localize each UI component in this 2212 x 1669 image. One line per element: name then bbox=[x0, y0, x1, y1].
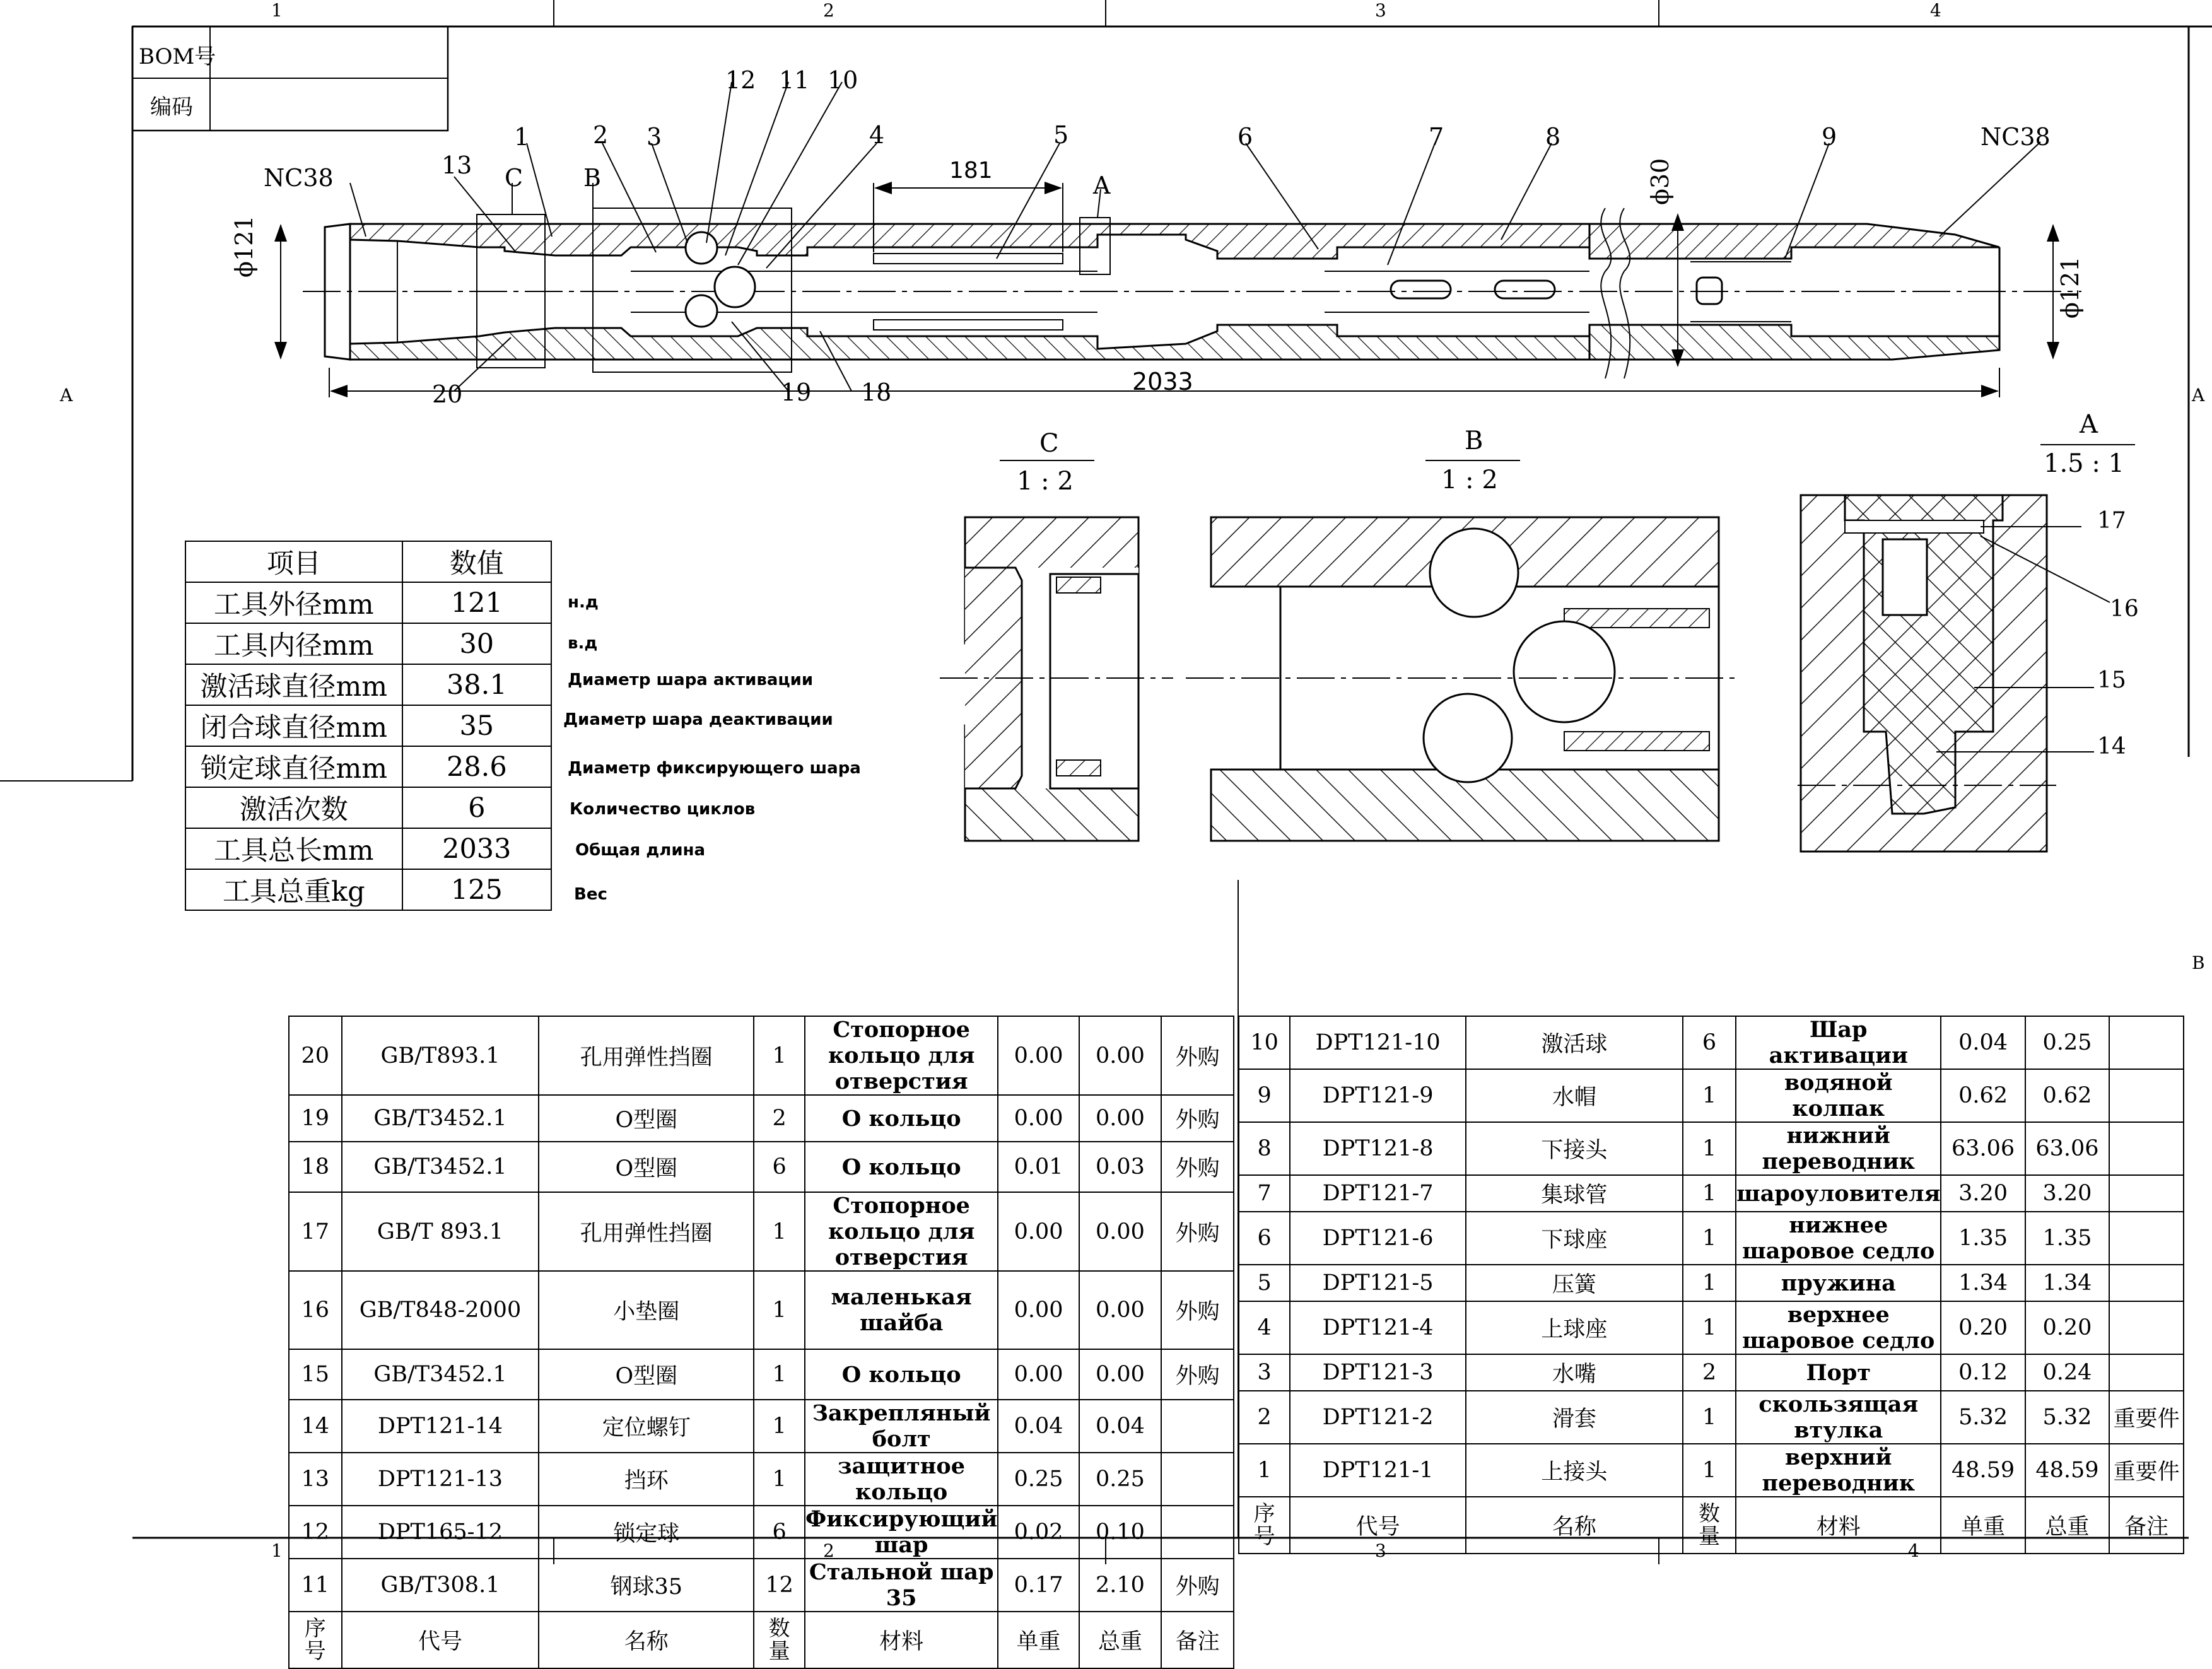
bom-cell-unit: 0.00 bbox=[998, 1349, 1079, 1400]
bom-cell-name: 锁定球 bbox=[539, 1506, 754, 1559]
bom-cell-total: 48.59 bbox=[2025, 1444, 2109, 1497]
bom-cell-mat: Стальной шар 35 bbox=[805, 1559, 998, 1612]
bom-cell-note bbox=[2109, 1301, 2184, 1354]
detail-c bbox=[940, 460, 1173, 841]
bom-cell-note bbox=[2109, 1354, 2184, 1391]
bom-cell-qty: 1 bbox=[1683, 1444, 1736, 1497]
bom-row bbox=[289, 1400, 1234, 1453]
spec-header-value: 数值 bbox=[402, 541, 551, 582]
bom-cell-no: 10 bbox=[1239, 1016, 1290, 1069]
bom-cell-no: 9 bbox=[1239, 1069, 1290, 1122]
spec-name: 工具总长mm bbox=[185, 828, 402, 869]
bom-cell-total: 0.62 bbox=[2025, 1069, 2109, 1122]
bom-row bbox=[289, 1453, 1234, 1506]
detail-a-title: A bbox=[2080, 410, 2098, 439]
bom-cell-unit: 0.00 bbox=[998, 1271, 1079, 1349]
bom-cell-note: 外购 bbox=[1161, 1142, 1234, 1192]
bom-cell-qty: 1 bbox=[754, 1453, 805, 1506]
bom-cell-unit: 0.00 bbox=[998, 1016, 1079, 1095]
callout-8: 8 bbox=[1545, 123, 1561, 151]
bom-row bbox=[289, 1142, 1234, 1192]
spec-ru-4: Диаметр фиксирующего шара bbox=[568, 759, 861, 778]
bom-cell-total: 0.00 bbox=[1079, 1349, 1161, 1400]
bom-header-code: 代号 bbox=[1290, 1497, 1466, 1554]
bom-cell-total: 0.00 bbox=[1079, 1192, 1161, 1271]
bom-cell-name: 下球座 bbox=[1466, 1212, 1683, 1265]
bom-cell-total: 0.25 bbox=[1079, 1453, 1161, 1506]
bom-cell-name: 上球座 bbox=[1466, 1301, 1683, 1354]
bom-row bbox=[1239, 1444, 2184, 1497]
bom-cell-code: GB/T3452.1 bbox=[342, 1142, 539, 1192]
spec-value: 30 bbox=[402, 623, 551, 664]
bom-cell-qty: 6 bbox=[1683, 1016, 1736, 1069]
detail-a-scale: 1.5 : 1 bbox=[2044, 449, 2124, 478]
bom-cell-qty: 1 bbox=[754, 1192, 805, 1271]
bom-row bbox=[1239, 1016, 2184, 1069]
callout-1: 1 bbox=[514, 123, 530, 151]
bom-header-unit: 单重 bbox=[1941, 1497, 2025, 1554]
bom-cell-code: GB/T848-2000 bbox=[342, 1271, 539, 1349]
bom-cell-mat: скользящая втулка bbox=[1736, 1391, 1941, 1444]
zone-bottom-1: 1 bbox=[271, 1540, 283, 1561]
bom-cell-qty: 1 bbox=[754, 1400, 805, 1453]
bom-cell-name: 孔用弹性挡圈 bbox=[539, 1016, 754, 1095]
detail-c-title: C bbox=[1039, 429, 1059, 458]
bom-header-unit: 单重 bbox=[998, 1612, 1079, 1668]
bom-cell-note: 重要件 bbox=[2109, 1391, 2184, 1444]
bom-header-row bbox=[289, 1612, 1234, 1668]
bom-header-qty: 数量 bbox=[1683, 1497, 1736, 1554]
bom-cell-qty: 6 bbox=[754, 1506, 805, 1559]
bom-cell-qty: 1 bbox=[1683, 1212, 1736, 1265]
callout-13: 13 bbox=[442, 151, 472, 179]
bom-cell-qty: 2 bbox=[1683, 1354, 1736, 1391]
bom-cell-qty: 1 bbox=[1683, 1301, 1736, 1354]
spec-value: 2033 bbox=[402, 828, 551, 869]
bom-cell-code: DPT121-6 bbox=[1290, 1212, 1466, 1265]
bom-cell-no: 1 bbox=[1239, 1444, 1290, 1497]
section-c-tag: C bbox=[505, 164, 524, 192]
bom-cell-mat: Стопорное кольцо для отверстия bbox=[805, 1016, 998, 1095]
detail-a-callout-14: 14 bbox=[2097, 734, 2126, 759]
bom-cell-total: 5.32 bbox=[2025, 1391, 2109, 1444]
bom-cell-note: 外购 bbox=[1161, 1559, 1234, 1612]
zone-bottom-4: 4 bbox=[1908, 1540, 1919, 1561]
bom-cell-name: 上接头 bbox=[1466, 1444, 1683, 1497]
bom-header-qty: 数量 bbox=[754, 1612, 805, 1668]
bom-cell-unit: 63.06 bbox=[1941, 1122, 2025, 1175]
spec-value: 35 bbox=[402, 705, 551, 746]
callout-5: 5 bbox=[1053, 121, 1069, 149]
bom-cell-code: DPT121-14 bbox=[342, 1400, 539, 1453]
bom-cell-mat: маленькая шайба bbox=[805, 1271, 998, 1349]
bom-cell-no: 17 bbox=[289, 1192, 342, 1271]
callout-12: 12 bbox=[725, 66, 756, 94]
bom-row bbox=[1239, 1069, 2184, 1122]
callout-20: 20 bbox=[432, 380, 463, 408]
bom-header-row bbox=[1239, 1497, 2184, 1554]
spec-header-item: 项目 bbox=[185, 541, 402, 582]
zone-right-b: B bbox=[2192, 952, 2205, 973]
bom-cell-mat: шароуловителя bbox=[1736, 1175, 1941, 1212]
bom-row bbox=[1239, 1354, 2184, 1391]
bom-cell-name: 水帽 bbox=[1466, 1069, 1683, 1122]
bom-cell-name: 定位螺钉 bbox=[539, 1400, 754, 1453]
bom-cell-code: DPT121-9 bbox=[1290, 1069, 1466, 1122]
zone-top-3: 3 bbox=[1375, 0, 1386, 21]
bom-row bbox=[289, 1192, 1234, 1271]
bom-cell-qty: 1 bbox=[754, 1271, 805, 1349]
zone-right-a: A bbox=[2192, 385, 2205, 406]
bom-cell-total: 0.00 bbox=[1079, 1016, 1161, 1095]
bom-header-note: 备注 bbox=[2109, 1497, 2184, 1554]
bom-row bbox=[289, 1559, 1234, 1612]
section-b-tag: B bbox=[583, 164, 601, 192]
bom-cell-total: 0.00 bbox=[1079, 1095, 1161, 1142]
bom-cell-note bbox=[2109, 1122, 2184, 1175]
bom-cell-code: DPT121-10 bbox=[1290, 1016, 1466, 1069]
bom-header-mat: 材料 bbox=[805, 1612, 998, 1668]
bom-cell-code: GB/T 893.1 bbox=[342, 1192, 539, 1271]
bom-cell-qty: 1 bbox=[1683, 1175, 1736, 1212]
bom-cell-code: GB/T893.1 bbox=[342, 1016, 539, 1095]
callout-2: 2 bbox=[593, 121, 609, 149]
spec-ru-2: Диаметр шара активации bbox=[568, 671, 814, 689]
bom-cell-qty: 2 bbox=[754, 1095, 805, 1142]
section-a-tag: A bbox=[1093, 172, 1111, 199]
bom-cell-no: 8 bbox=[1239, 1122, 1290, 1175]
bom-header-note: 备注 bbox=[1161, 1612, 1234, 1668]
bom-cell-qty: 1 bbox=[1683, 1122, 1736, 1175]
bom-cell-mat: О кольцо bbox=[805, 1142, 998, 1192]
spec-value: 38.1 bbox=[402, 664, 551, 705]
id-dim: ϕ30 bbox=[1646, 158, 1674, 205]
bom-row bbox=[1239, 1301, 2184, 1354]
od-left-dim: ϕ121 bbox=[230, 215, 258, 278]
bom-cell-total: 0.03 bbox=[1079, 1142, 1161, 1192]
callout-18: 18 bbox=[861, 378, 892, 406]
bom-cell-note bbox=[1161, 1400, 1234, 1453]
bom-cell-note bbox=[2109, 1016, 2184, 1069]
bom-table-left bbox=[288, 1016, 1234, 1669]
total-length-dim: 2033 bbox=[1132, 368, 1193, 395]
bom-cell-unit: 1.35 bbox=[1941, 1212, 2025, 1265]
bom-cell-no: 3 bbox=[1239, 1354, 1290, 1391]
bom-cell-name: O型圈 bbox=[539, 1142, 754, 1192]
bom-header-name: 名称 bbox=[539, 1612, 754, 1668]
bom-cell-no: 13 bbox=[289, 1453, 342, 1506]
bom-cell-unit: 0.04 bbox=[998, 1400, 1079, 1453]
bom-cell-note bbox=[2109, 1069, 2184, 1122]
bom-cell-code: GB/T308.1 bbox=[342, 1559, 539, 1612]
bom-cell-code: DPT121-2 bbox=[1290, 1391, 1466, 1444]
bom-cell-no: 19 bbox=[289, 1095, 342, 1142]
bom-cell-name: 下接头 bbox=[1466, 1122, 1683, 1175]
bom-cell-mat: Порт bbox=[1736, 1354, 1941, 1391]
bom-cell-no: 16 bbox=[289, 1271, 342, 1349]
callout-4: 4 bbox=[869, 121, 885, 149]
bom-header-name: 名称 bbox=[1466, 1497, 1683, 1554]
bom-cell-no: 4 bbox=[1239, 1301, 1290, 1354]
bom-cell-code: DPT121-4 bbox=[1290, 1301, 1466, 1354]
bom-cell-total: 0.04 bbox=[1079, 1400, 1161, 1453]
bom-cell-name: 钢球35 bbox=[539, 1559, 754, 1612]
bom-cell-unit: 0.00 bbox=[998, 1192, 1079, 1271]
detail-a-callout-15: 15 bbox=[2097, 667, 2126, 693]
callout-3: 3 bbox=[647, 123, 662, 151]
bom-cell-no: 14 bbox=[289, 1400, 342, 1453]
detail-a bbox=[1798, 445, 2135, 852]
spec-value: 125 bbox=[402, 869, 551, 910]
bom-cell-qty: 12 bbox=[754, 1559, 805, 1612]
bom-label: BOM号 bbox=[139, 44, 216, 69]
bom-cell-unit: 0.04 bbox=[1941, 1016, 2025, 1069]
bom-header-no: 序号 bbox=[289, 1612, 342, 1668]
spec-value: 121 bbox=[402, 582, 551, 623]
bom-cell-qty: 1 bbox=[1683, 1265, 1736, 1301]
spec-value: 6 bbox=[402, 787, 551, 828]
zone-top-2: 2 bbox=[823, 0, 834, 21]
spec-ru-6: Общая длина bbox=[575, 841, 706, 860]
tool-body bbox=[303, 208, 2081, 378]
bom-cell-mat: пружина bbox=[1736, 1265, 1941, 1301]
bom-cell-code: DPT121-3 bbox=[1290, 1354, 1466, 1391]
bom-cell-unit: 0.01 bbox=[998, 1142, 1079, 1192]
bom-cell-total: 2.10 bbox=[1079, 1559, 1161, 1612]
zone-bottom-3: 3 bbox=[1375, 1540, 1386, 1561]
bom-cell-code: DPT165-12 bbox=[342, 1506, 539, 1559]
bom-row bbox=[1239, 1175, 2184, 1212]
spec-table bbox=[185, 541, 552, 911]
bom-cell-code: GB/T3452.1 bbox=[342, 1095, 539, 1142]
bom-cell-note: 外购 bbox=[1161, 1271, 1234, 1349]
bom-cell-note bbox=[2109, 1175, 2184, 1212]
bom-cell-unit: 0.17 bbox=[998, 1559, 1079, 1612]
bom-cell-code: DPT121-5 bbox=[1290, 1265, 1466, 1301]
bom-row bbox=[289, 1506, 1234, 1559]
bom-cell-code: GB/T3452.1 bbox=[342, 1349, 539, 1400]
bom-cell-qty: 6 bbox=[754, 1142, 805, 1192]
bom-cell-unit: 0.25 bbox=[998, 1453, 1079, 1506]
spec-ru-5: Количество циклов bbox=[570, 800, 756, 819]
callout-6: 6 bbox=[1238, 123, 1253, 151]
bom-cell-mat: Фиксирующий шар bbox=[805, 1506, 998, 1558]
spec-name: 激活次数 bbox=[185, 787, 402, 828]
detail-b-scale: 1 : 2 bbox=[1441, 466, 1498, 495]
detail-a-callout-17: 17 bbox=[2097, 508, 2126, 534]
callout-7: 7 bbox=[1429, 123, 1444, 151]
bom-row bbox=[1239, 1212, 2184, 1265]
bom-cell-total: 0.00 bbox=[1079, 1271, 1161, 1349]
bom-cell-unit: 3.20 bbox=[1941, 1175, 2025, 1212]
spec-name: 激活球直径mm bbox=[185, 664, 402, 705]
bom-cell-name: 挡环 bbox=[539, 1453, 754, 1506]
spec-name: 工具内径mm bbox=[185, 623, 402, 664]
bom-table-right bbox=[1238, 1016, 2184, 1554]
thread-right: NC38 bbox=[1981, 123, 2051, 151]
spec-ru-3: Диаметр шара деактивации bbox=[563, 710, 833, 729]
bom-row bbox=[1239, 1122, 2184, 1175]
bom-cell-unit: 0.62 bbox=[1941, 1069, 2025, 1122]
callout-19: 19 bbox=[781, 378, 812, 406]
bom-cell-mat: защитное кольцо bbox=[805, 1453, 998, 1506]
zone-top-4: 4 bbox=[1930, 0, 1941, 21]
bom-cell-mat: Шар активации bbox=[1736, 1016, 1941, 1069]
bom-cell-no: 7 bbox=[1239, 1175, 1290, 1212]
od-right-dim: ϕ121 bbox=[2056, 256, 2084, 319]
bom-row bbox=[289, 1095, 1234, 1142]
spec-ru-7: Вес bbox=[574, 885, 607, 904]
bom-cell-total: 63.06 bbox=[2025, 1122, 2109, 1175]
bom-cell-qty: 1 bbox=[1683, 1391, 1736, 1444]
bom-cell-mat: верхнее шаровое седло bbox=[1736, 1301, 1941, 1354]
bom-cell-total: 0.10 bbox=[1079, 1506, 1161, 1559]
bom-cell-name: 孔用弹性挡圈 bbox=[539, 1192, 754, 1271]
bom-cell-no: 20 bbox=[289, 1016, 342, 1095]
bom-cell-name: 滑套 bbox=[1466, 1391, 1683, 1444]
callout-9: 9 bbox=[1822, 123, 1837, 151]
bom-cell-name: 压簧 bbox=[1466, 1265, 1683, 1301]
spec-name: 锁定球直径mm bbox=[185, 746, 402, 787]
bom-cell-name: 激活球 bbox=[1466, 1016, 1683, 1069]
bom-cell-name: 水嘴 bbox=[1466, 1354, 1683, 1391]
bom-cell-no: 18 bbox=[289, 1142, 342, 1192]
bom-cell-code: DPT121-1 bbox=[1290, 1444, 1466, 1497]
bom-cell-no: 15 bbox=[289, 1349, 342, 1400]
bom-cell-mat: Стопорное кольцо для отверстия bbox=[805, 1192, 998, 1271]
bom-cell-unit: 0.02 bbox=[998, 1506, 1079, 1559]
bom-cell-mat: нижний переводник bbox=[1736, 1122, 1941, 1175]
bom-header-no: 序号 bbox=[1239, 1497, 1290, 1554]
bom-cell-unit: 0.12 bbox=[1941, 1354, 2025, 1391]
bom-cell-total: 0.20 bbox=[2025, 1301, 2109, 1354]
bom-cell-code: DPT121-7 bbox=[1290, 1175, 1466, 1212]
bom-cell-total: 1.34 bbox=[2025, 1265, 2109, 1301]
bom-cell-mat: О кольцо bbox=[805, 1349, 998, 1400]
bom-cell-code: DPT121-8 bbox=[1290, 1122, 1466, 1175]
bom-cell-no: 2 bbox=[1239, 1391, 1290, 1444]
bom-cell-mat: Закрепляный болт bbox=[805, 1400, 998, 1453]
spec-value: 28.6 bbox=[402, 746, 551, 787]
bom-row bbox=[1239, 1265, 2184, 1301]
bom-cell-name: O型圈 bbox=[539, 1349, 754, 1400]
spring-length-dim: 181 bbox=[949, 158, 993, 184]
zone-top-1: 1 bbox=[271, 0, 283, 21]
bom-cell-note bbox=[2109, 1212, 2184, 1265]
bom-cell-no: 6 bbox=[1239, 1212, 1290, 1265]
bom-cell-code: DPT121-13 bbox=[342, 1453, 539, 1506]
bom-cell-note: 外购 bbox=[1161, 1016, 1234, 1095]
bom-cell-note bbox=[2109, 1265, 2184, 1301]
detail-b-title: B bbox=[1465, 426, 1483, 455]
spec-ru-1: в.д bbox=[568, 634, 598, 653]
zone-left-a: A bbox=[60, 385, 73, 406]
bom-cell-qty: 1 bbox=[754, 1016, 805, 1095]
bom-header-total: 总重 bbox=[2025, 1497, 2109, 1554]
bom-cell-no: 12 bbox=[289, 1506, 342, 1559]
bom-cell-total: 0.25 bbox=[2025, 1016, 2109, 1069]
bom-row bbox=[289, 1271, 1234, 1349]
bom-cell-unit: 1.34 bbox=[1941, 1265, 2025, 1301]
bom-cell-mat: водяной колпак bbox=[1736, 1069, 1941, 1122]
bom-cell-qty: 1 bbox=[1683, 1069, 1736, 1122]
bom-cell-no: 11 bbox=[289, 1559, 342, 1612]
bom-cell-unit: 0.00 bbox=[998, 1095, 1079, 1142]
bom-header-code: 代号 bbox=[342, 1612, 539, 1668]
bom-row bbox=[289, 1349, 1234, 1400]
callout-11: 11 bbox=[779, 66, 810, 94]
bom-cell-name: 集球管 bbox=[1466, 1175, 1683, 1212]
detail-a-callout-16: 16 bbox=[2110, 596, 2139, 622]
bom-cell-note bbox=[1161, 1506, 1234, 1559]
bom-row bbox=[1239, 1391, 2184, 1444]
bom-cell-note: 外购 bbox=[1161, 1349, 1234, 1400]
bom-cell-name: 小垫圈 bbox=[539, 1271, 754, 1349]
bom-cell-note bbox=[1161, 1453, 1234, 1506]
bom-header-mat: 材料 bbox=[1736, 1497, 1941, 1554]
bom-cell-note: 外购 bbox=[1161, 1095, 1234, 1142]
bom-cell-unit: 5.32 bbox=[1941, 1391, 2025, 1444]
bom-cell-name: O型圈 bbox=[539, 1095, 754, 1142]
detail-c-scale: 1 : 2 bbox=[1017, 467, 1074, 496]
spec-name: 闭合球直径mm bbox=[185, 705, 402, 746]
spec-name: 工具总重kg bbox=[185, 869, 402, 910]
bom-cell-mat: верхний переводник bbox=[1736, 1444, 1941, 1497]
bom-cell-unit: 48.59 bbox=[1941, 1444, 2025, 1497]
detail-b bbox=[1186, 460, 1741, 841]
bom-cell-unit: 0.20 bbox=[1941, 1301, 2025, 1354]
bom-cell-total: 1.35 bbox=[2025, 1212, 2109, 1265]
bom-row bbox=[289, 1016, 1234, 1095]
spec-name: 工具外径mm bbox=[185, 582, 402, 623]
spec-ru-0: н.д bbox=[568, 593, 599, 612]
bom-cell-mat: нижнее шаровое седло bbox=[1736, 1212, 1941, 1265]
bom-cell-note: 重要件 bbox=[2109, 1444, 2184, 1497]
bom-header-total: 总重 bbox=[1079, 1612, 1161, 1668]
zone-bottom-2: 2 bbox=[823, 1540, 834, 1561]
bom-cell-note: 外购 bbox=[1161, 1192, 1234, 1271]
bom-cell-total: 0.24 bbox=[2025, 1354, 2109, 1391]
bom-cell-mat: О кольцо bbox=[805, 1095, 998, 1142]
callout-10: 10 bbox=[828, 66, 858, 94]
bom-cell-no: 5 bbox=[1239, 1265, 1290, 1301]
bom-cell-qty: 1 bbox=[754, 1349, 805, 1400]
bom-cell-total: 3.20 bbox=[2025, 1175, 2109, 1212]
thread-left: NC38 bbox=[264, 164, 334, 192]
code-label: 编码 bbox=[150, 95, 193, 120]
